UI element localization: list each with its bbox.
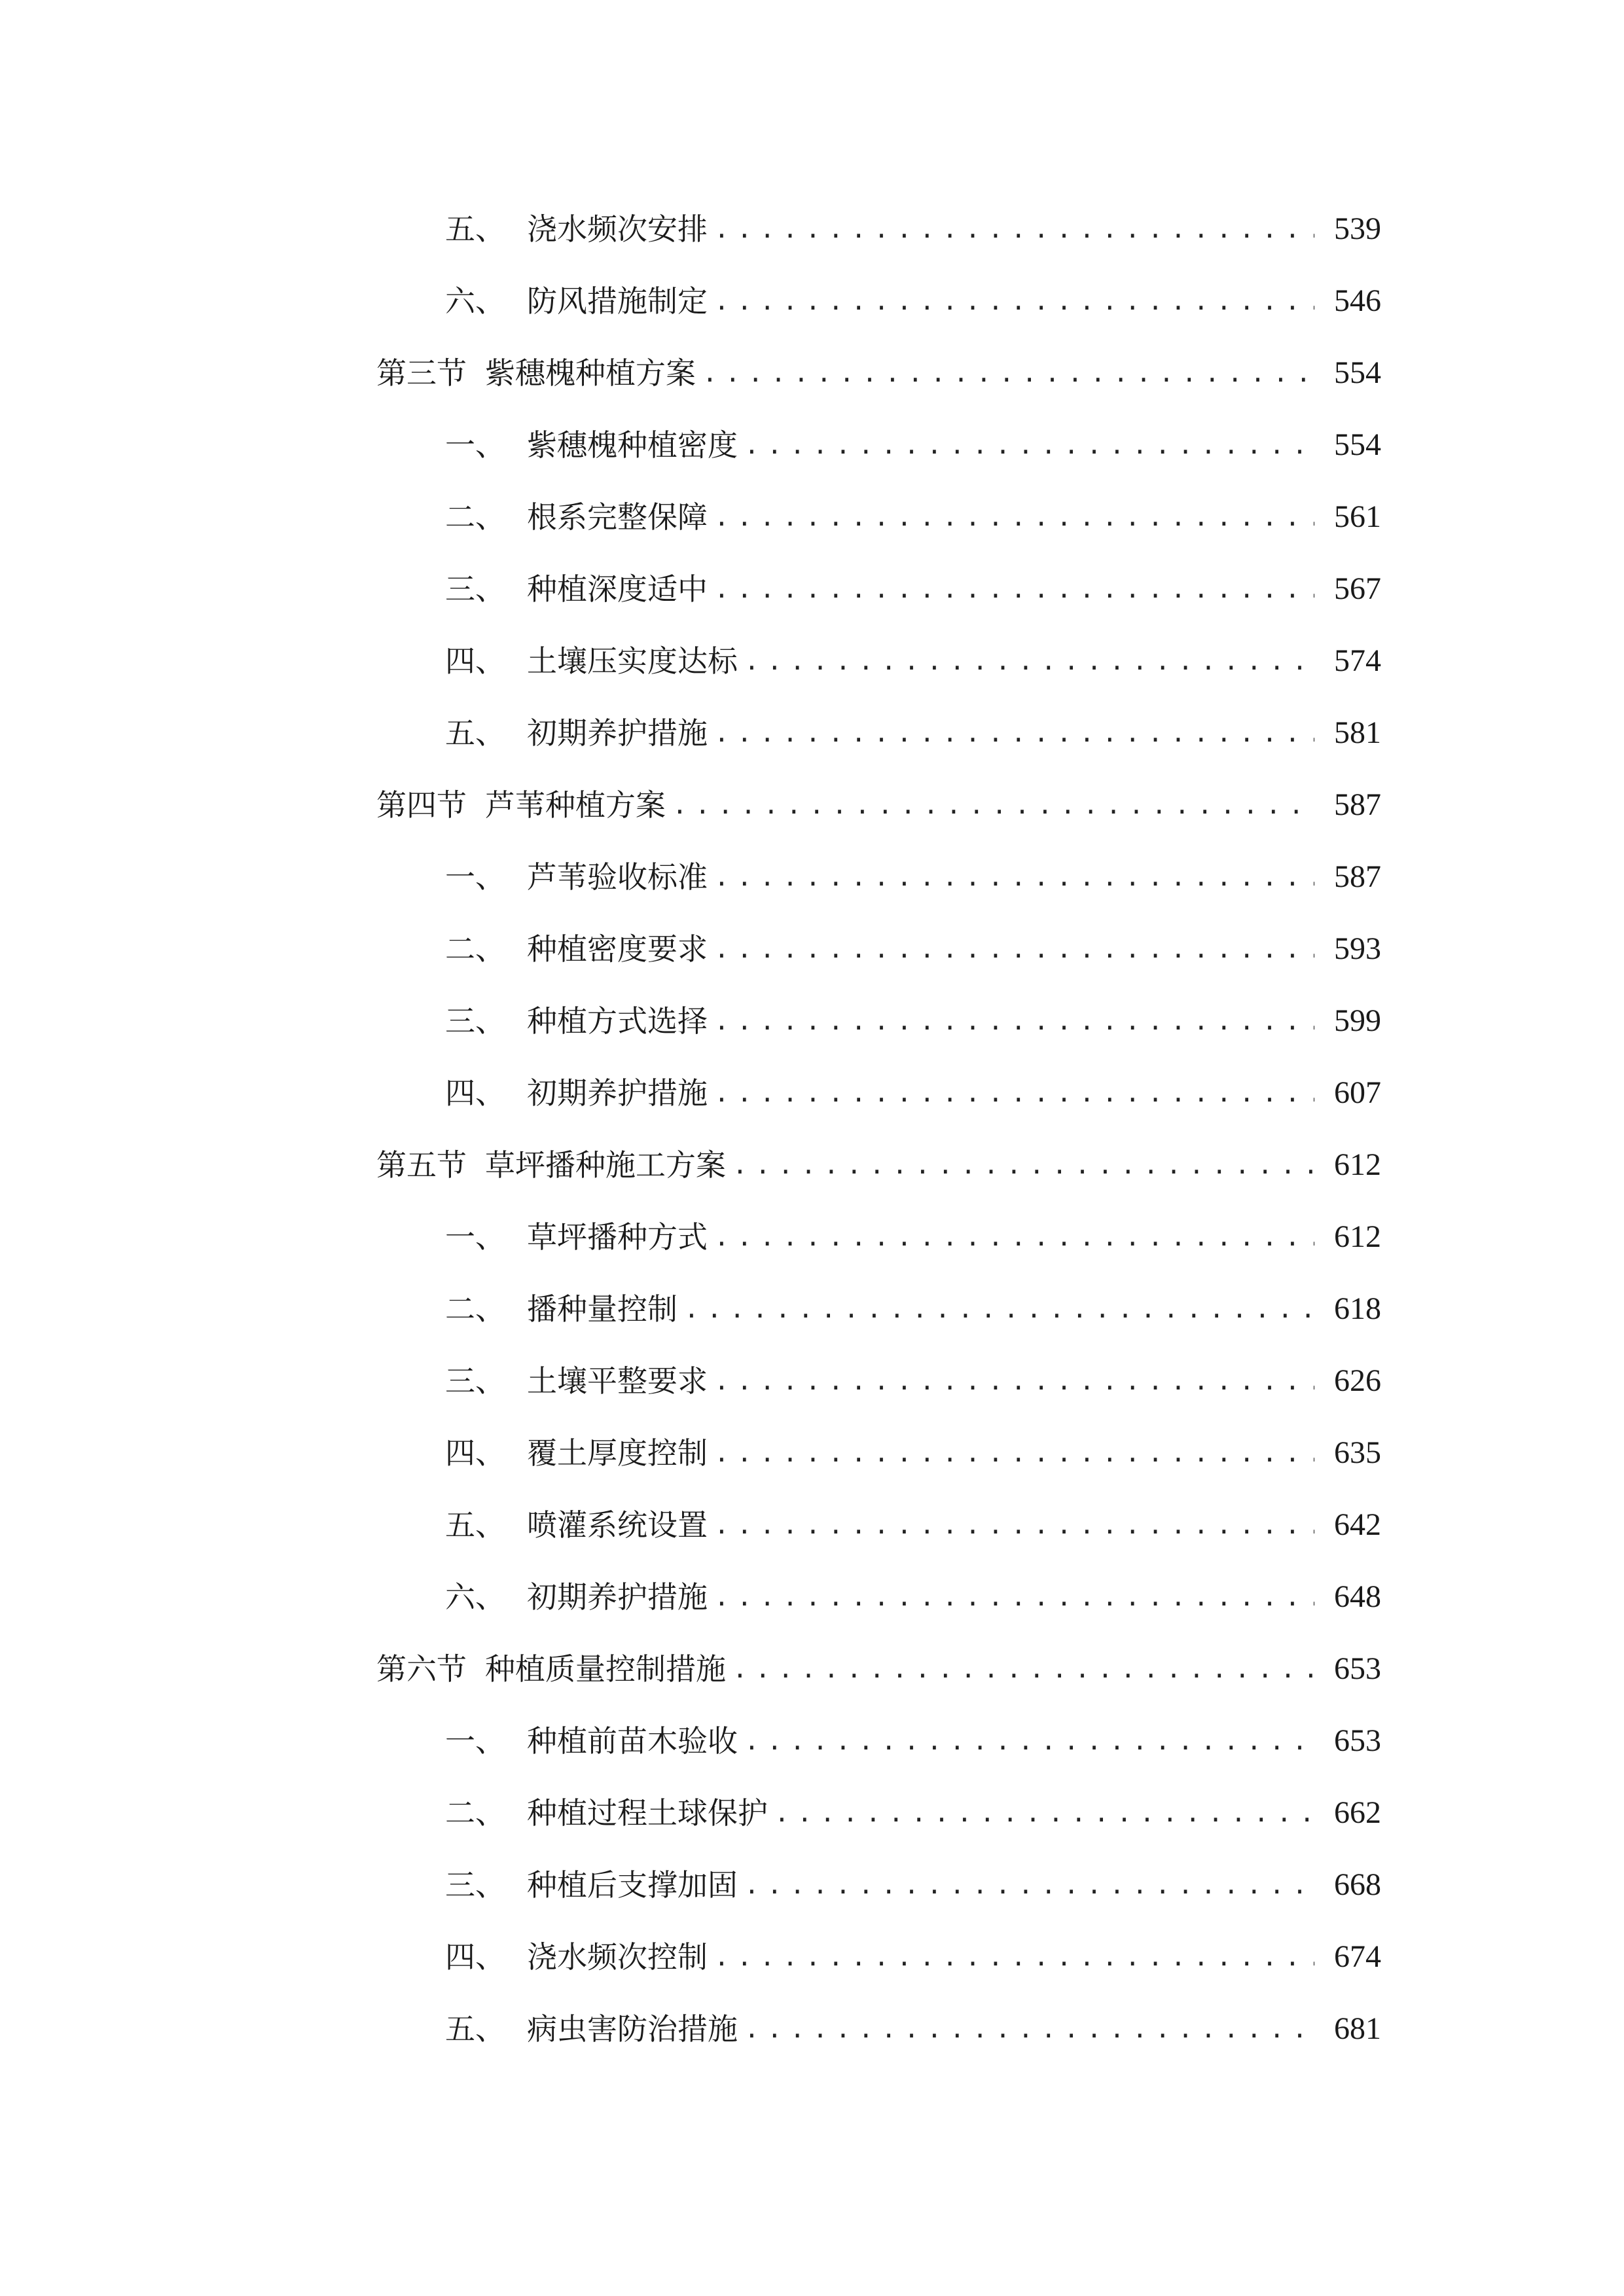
toc-entry[interactable] [445,1283,1381,1335]
toc-entry-title: 播种量控制 [527,1291,677,1327]
toc-entry-title: 种植后支撑加固 [527,1867,738,1903]
toc-entry-page: 653 [1334,1651,1381,1686]
toc-entry-title: 土壤压实度达标 [527,643,738,679]
toc-entry[interactable] [445,1067,1381,1119]
dot-leader [702,347,1314,399]
toc-entry[interactable] [445,491,1381,543]
dot-leader [714,1427,1314,1479]
dot-leader [714,851,1314,903]
toc-section-entry[interactable] [376,779,1381,831]
toc-entry-page: 581 [1334,715,1381,750]
toc-entry-number: 一、 [445,1723,505,1759]
toc-entry-page: 618 [1334,1291,1381,1326]
toc-entry[interactable] [445,275,1381,327]
toc-entry[interactable] [445,1931,1381,1983]
toc-entry[interactable] [445,2003,1381,2055]
dot-leader [744,2003,1314,2055]
toc-entry-number: 五、 [445,715,505,751]
toc-entry-page: 668 [1334,1867,1381,1902]
toc-entry-title: 种植密度要求 [527,931,708,967]
toc-entry-number: 四、 [445,1435,505,1471]
dot-leader [774,1787,1314,1839]
toc-entry-number: 三、 [445,1363,505,1399]
dot-leader [714,1355,1314,1407]
dot-leader [714,1211,1314,1263]
toc-entry-page: 567 [1334,571,1381,606]
toc-entry-number: 三、 [445,1003,505,1039]
toc-entry-title: 浇水频次安排 [527,211,708,247]
dot-leader [714,707,1314,759]
dot-leader [744,419,1314,471]
toc-entry-title: 种植方式选择 [527,1003,708,1039]
toc-entry[interactable] [445,203,1381,255]
toc-section-title: 紫穗槐种植方案 [485,355,696,391]
toc-section-number: 第三节 [376,355,467,391]
toc-entry[interactable] [445,995,1381,1047]
dot-leader [672,779,1314,831]
toc-entry-title: 种植过程土球保护 [527,1795,768,1831]
toc-entry-page: 674 [1334,1939,1381,1974]
toc-entry-title: 草坪播种方式 [527,1219,708,1255]
toc-entry-page: 539 [1334,211,1381,246]
dot-leader [714,995,1314,1047]
toc-entry-page: 662 [1334,1795,1381,1830]
toc-section-entry[interactable] [376,1139,1381,1191]
toc-entry-number: 三、 [445,1867,505,1903]
dot-leader [714,203,1314,255]
dot-leader [684,1283,1314,1335]
dot-leader [744,1715,1314,1767]
dot-leader [714,563,1314,615]
dot-leader [714,275,1314,327]
toc-entry-number: 二、 [445,1795,505,1831]
toc-section-number: 第五节 [376,1147,467,1183]
toc-entry-page: 587 [1334,787,1381,822]
toc-entry-page: 546 [1334,283,1381,318]
toc-entry[interactable] [445,1355,1381,1407]
toc-section-entry[interactable] [376,1643,1381,1695]
toc-entry-page: 681 [1334,2011,1381,2046]
toc-entry-title: 芦苇验收标准 [527,859,708,895]
toc-entry-page: 607 [1334,1075,1381,1110]
toc-entry-number: 四、 [445,643,505,679]
toc-entry-number: 二、 [445,1291,505,1327]
toc-section-title: 草坪播种施工方案 [485,1147,726,1183]
toc-entry-title: 喷灌系统设置 [527,1507,708,1543]
toc-section-number: 第四节 [376,787,467,823]
toc-entry-title: 根系完整保障 [527,499,708,535]
dot-leader [744,635,1314,687]
toc-entry-page: 635 [1334,1435,1381,1470]
toc-entry-number: 五、 [445,1507,505,1543]
toc-entry-page: 653 [1334,1723,1381,1758]
toc-entry-title: 覆土厚度控制 [527,1435,708,1471]
toc-entry-title: 初期养护措施 [527,1579,708,1615]
toc-entry-number: 一、 [445,427,505,463]
toc-entry-title: 紫穗槐种植密度 [527,427,738,463]
toc-entry[interactable] [445,1427,1381,1479]
toc-entry-number: 六、 [445,283,505,319]
toc-entry-title: 初期养护措施 [527,1075,708,1111]
toc-entry-title: 种植前苗木验收 [527,1723,738,1759]
toc-entry-title: 浇水频次控制 [527,1939,708,1975]
toc-entry-title: 防风措施制定 [527,283,708,319]
toc-entry[interactable] [445,563,1381,615]
toc-entry[interactable] [445,419,1381,471]
toc-entry[interactable] [445,635,1381,687]
toc-entry-number: 五、 [445,2011,505,2047]
toc-entry-number: 五、 [445,211,505,247]
toc-entry[interactable] [445,1211,1381,1263]
dot-leader [714,1499,1314,1551]
toc-entry-number: 四、 [445,1939,505,1975]
dot-leader [732,1643,1314,1695]
toc-entry-page: 626 [1334,1363,1381,1398]
toc-entry-page: 612 [1334,1219,1381,1254]
toc-entry-number: 一、 [445,1219,505,1255]
toc-entry[interactable] [445,1859,1381,1911]
toc-entry-number: 六、 [445,1579,505,1615]
toc-entry[interactable] [445,1715,1381,1767]
toc-entry-page: 574 [1334,643,1381,678]
toc-entry[interactable] [445,1571,1381,1623]
toc-entry-number: 四、 [445,1075,505,1111]
toc-entry[interactable] [445,1499,1381,1551]
toc-entry-title: 土壤平整要求 [527,1363,708,1399]
dot-leader [714,1067,1314,1119]
toc-entry[interactable] [445,923,1381,975]
toc-entry-page: 554 [1334,427,1381,462]
toc-entry-title: 病虫害防治措施 [527,2011,738,2047]
toc-entry-title: 初期养护措施 [527,715,708,751]
toc-entry-page: 642 [1334,1507,1381,1542]
dot-leader [714,491,1314,543]
toc-entry[interactable] [445,1787,1381,1839]
toc-entry-number: 一、 [445,859,505,895]
toc-section-title: 种植质量控制措施 [485,1651,726,1687]
toc-entry-page: 554 [1334,355,1381,390]
toc-section-title: 芦苇种植方案 [485,787,666,823]
toc-entry-page: 587 [1334,859,1381,894]
toc-entry[interactable] [445,851,1381,903]
toc-entry-number: 二、 [445,499,505,535]
toc-entry-page: 561 [1334,499,1381,534]
toc-section-number: 第六节 [376,1651,467,1687]
dot-leader [714,923,1314,975]
dot-leader [714,1931,1314,1983]
dot-leader [744,1859,1314,1911]
toc-entry-page: 599 [1334,1003,1381,1038]
toc-entry-number: 三、 [445,571,505,607]
toc-entry-page: 648 [1334,1579,1381,1614]
toc-entry-number: 二、 [445,931,505,967]
dot-leader [732,1139,1314,1191]
toc-entry-page: 593 [1334,931,1381,966]
dot-leader [714,1571,1314,1623]
toc-entry[interactable] [445,707,1381,759]
toc-entry-page: 612 [1334,1147,1381,1182]
toc-entry-title: 种植深度适中 [527,571,708,607]
toc-section-entry[interactable] [376,347,1381,399]
